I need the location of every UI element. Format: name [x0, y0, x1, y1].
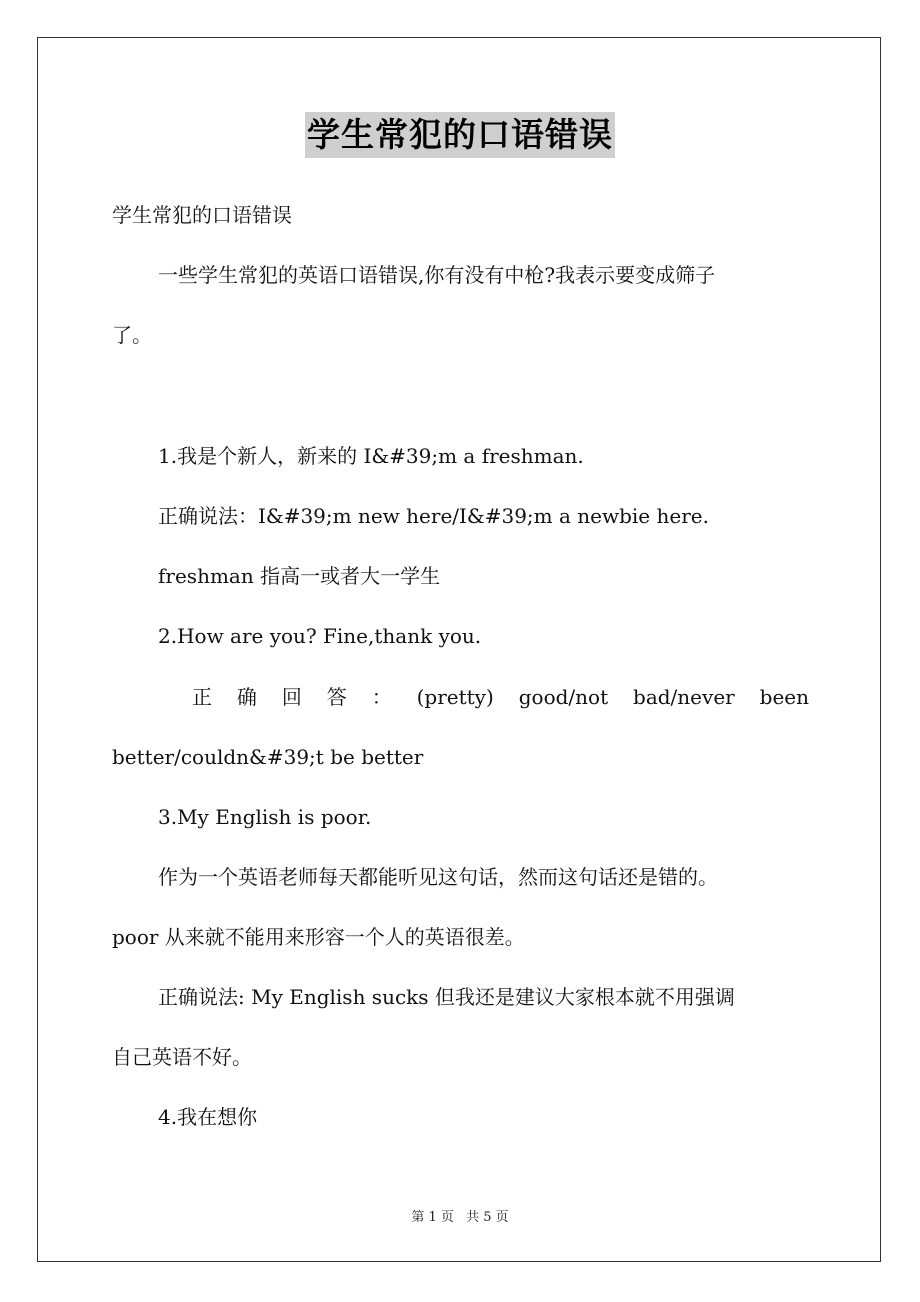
- total-pages: 共 5 页: [466, 1210, 509, 1225]
- item-1-correct: 正确说法：I&#39;m new here/I&#39;m a newbie here.: [158, 504, 709, 528]
- item-3-correct-line-1: 正确说法: My English sucks 但我还是建议大家根本就不用强调: [158, 985, 735, 1009]
- item-2-answer-line-2: better/couldn&#39;t be better: [112, 745, 424, 769]
- answer-word: good/not: [518, 685, 609, 709]
- item-3-explain-line-2: poor 从来就不能用来形容一个人的英语很差。: [112, 925, 525, 949]
- answer-word: 确: [236, 685, 257, 709]
- title-container: [0, 112, 920, 158]
- answer-word: ：: [371, 685, 392, 709]
- item-1-heading: 1.我是个新人，新来的 I&#39;m a freshman.: [158, 444, 584, 468]
- answer-word: 答: [326, 685, 347, 709]
- intro-paragraph-line-2: 了。: [112, 323, 152, 347]
- item-3-heading: 3.My English is poor.: [158, 805, 372, 829]
- item-3-explain-line-1: 作为一个英语老师每天都能听见这句话，然而这句话还是错的。: [158, 865, 718, 889]
- item-3-correct-line-2: 自己英语不好。: [112, 1045, 252, 1069]
- item-4-heading: 4.我在想你: [158, 1105, 258, 1129]
- intro-paragraph-line-1: 一些学生常犯的英语口语错误,你有没有中枪?我表示要变成筛子: [158, 263, 716, 287]
- answer-word: 回: [281, 685, 302, 709]
- answer-word: 正: [192, 685, 212, 709]
- subtitle: 学生常犯的口语错误: [112, 203, 292, 227]
- item-2-answer-line-1: [112, 682, 809, 712]
- answer-word: been: [759, 685, 809, 709]
- item-2-heading: 2.How are you? Fine,thank you.: [158, 624, 482, 648]
- document-title: 学生常犯的口语错误: [305, 112, 615, 158]
- answer-word: (pretty): [416, 685, 494, 709]
- page-footer: [0, 1206, 920, 1225]
- item-1-note: freshman 指高一或者大一学生: [158, 564, 441, 588]
- answer-word: bad/never: [633, 685, 735, 709]
- page-number: 第 1 页: [411, 1210, 454, 1225]
